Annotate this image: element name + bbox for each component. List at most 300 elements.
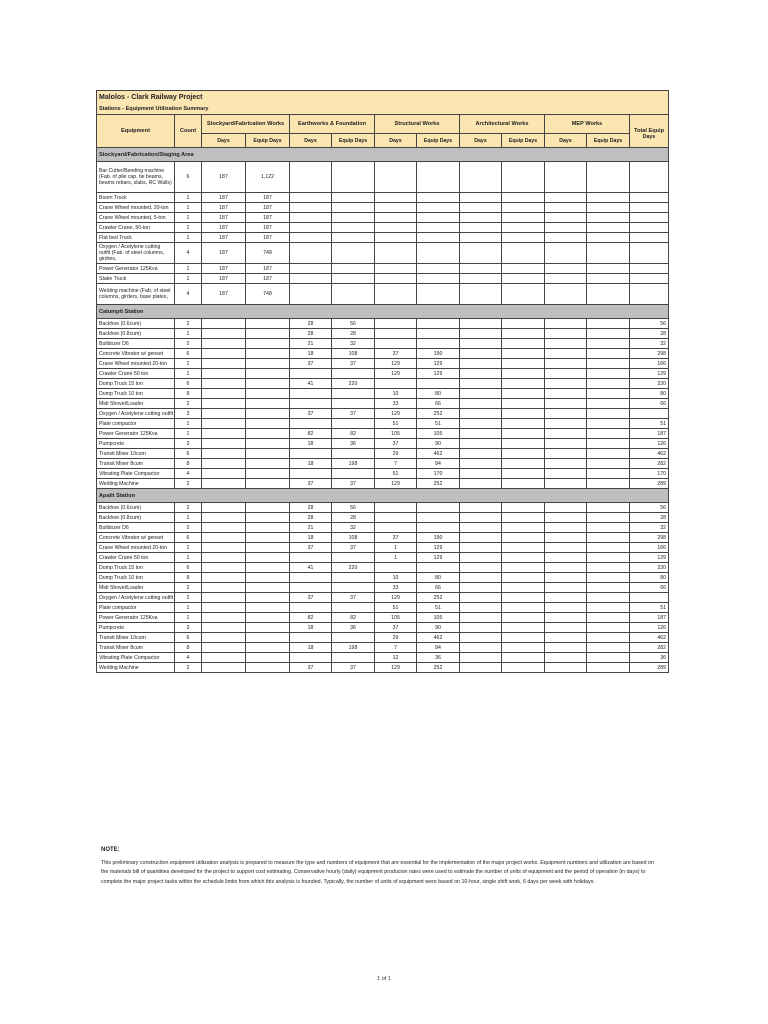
table-row xyxy=(97,399,669,409)
equip-days-cell xyxy=(587,613,630,623)
total-cell: 56 xyxy=(630,319,669,329)
days-cell xyxy=(202,583,246,593)
count-cell: 3 xyxy=(175,439,202,449)
days-cell xyxy=(545,284,587,305)
table-row xyxy=(97,359,669,369)
days-cell xyxy=(460,573,502,583)
days-cell xyxy=(545,449,587,459)
equip-days-cell xyxy=(587,583,630,593)
equip-days-cell xyxy=(502,479,545,489)
days-cell xyxy=(545,389,587,399)
days-cell: 187 xyxy=(202,264,246,274)
count-cell: 2 xyxy=(175,593,202,603)
table-row xyxy=(97,479,669,489)
days-cell: 37 xyxy=(375,533,417,543)
days-cell xyxy=(202,633,246,643)
days-cell xyxy=(375,223,417,233)
days-cell xyxy=(545,503,587,513)
equip-days-cell xyxy=(417,563,460,573)
days-cell xyxy=(375,162,417,193)
equip-days-cell xyxy=(587,623,630,633)
total-cell xyxy=(630,223,669,233)
equipment-cell: Plate compactor xyxy=(97,419,175,429)
days-cell xyxy=(290,193,332,203)
equip-days-cell: 748 xyxy=(246,243,290,264)
days-cell xyxy=(290,223,332,233)
equip-days-cell xyxy=(246,459,290,469)
table-row xyxy=(97,439,669,449)
days-cell xyxy=(202,643,246,653)
equip-days-cell: 82 xyxy=(332,429,375,439)
equip-days-cell: 198 xyxy=(332,643,375,653)
equip-days-cell: 84 xyxy=(417,459,460,469)
days-cell xyxy=(202,663,246,673)
table-row xyxy=(97,503,669,513)
days-cell: 129 xyxy=(375,593,417,603)
equip-days-cell xyxy=(502,663,545,673)
days-cell: 10 xyxy=(375,389,417,399)
days-cell: 28 xyxy=(290,319,332,329)
table-row xyxy=(97,233,669,243)
count-cell: 1 xyxy=(175,213,202,223)
days-cell xyxy=(202,553,246,563)
count-cell: 2 xyxy=(175,399,202,409)
section-title: Calumpit Station xyxy=(97,305,669,319)
equipment-cell: Crane Wheel mounted 20-ton xyxy=(97,359,175,369)
days-cell xyxy=(460,359,502,369)
equip-days-cell xyxy=(417,203,460,213)
equip-days-header: Equip Days xyxy=(246,134,290,148)
equip-days-cell xyxy=(502,409,545,419)
days-cell xyxy=(375,284,417,305)
equip-days-cell: 37 xyxy=(332,593,375,603)
equip-days-cell: 1,122 xyxy=(246,162,290,193)
days-cell xyxy=(460,563,502,573)
equip-days-cell xyxy=(502,543,545,553)
days-cell: 51 xyxy=(375,419,417,429)
equip-days-cell: 37 xyxy=(332,409,375,419)
total-cell: 126 xyxy=(630,623,669,633)
equip-days-cell xyxy=(502,429,545,439)
days-cell xyxy=(375,213,417,223)
days-cell: 187 xyxy=(202,213,246,223)
count-cell: 8 xyxy=(175,389,202,399)
equip-days-cell xyxy=(587,543,630,553)
days-cell xyxy=(460,533,502,543)
equip-days-cell xyxy=(502,573,545,583)
total-cell xyxy=(630,274,669,284)
equip-days-cell: 198 xyxy=(332,459,375,469)
days-cell xyxy=(460,553,502,563)
count-cell: 1 xyxy=(175,613,202,623)
equip-days-cell xyxy=(502,203,545,213)
equip-days-cell xyxy=(502,523,545,533)
equip-days-cell: 129 xyxy=(417,553,460,563)
equip-days-cell xyxy=(246,623,290,633)
days-cell xyxy=(202,513,246,523)
equip-days-cell xyxy=(246,523,290,533)
days-cell xyxy=(460,623,502,633)
total-cell xyxy=(630,284,669,305)
days-cell xyxy=(202,359,246,369)
days-cell xyxy=(545,643,587,653)
days-cell xyxy=(202,523,246,533)
days-cell xyxy=(375,193,417,203)
equip-days-cell xyxy=(246,503,290,513)
equip-days-cell xyxy=(587,162,630,193)
days-cell xyxy=(202,429,246,439)
equip-days-cell xyxy=(417,162,460,193)
count-cell: 1 xyxy=(175,233,202,243)
equip-days-cell xyxy=(502,613,545,623)
equip-days-cell xyxy=(332,553,375,563)
equip-days-cell xyxy=(417,193,460,203)
days-cell xyxy=(460,319,502,329)
table-row xyxy=(97,553,669,563)
total-cell xyxy=(630,213,669,223)
equip-days-header: Equip Days xyxy=(587,134,630,148)
table-row xyxy=(97,513,669,523)
table-row xyxy=(97,329,669,339)
count-cell: 8 xyxy=(175,643,202,653)
days-cell: 37 xyxy=(290,409,332,419)
count-cell: 1 xyxy=(175,513,202,523)
days-cell xyxy=(375,503,417,513)
days-cell xyxy=(202,563,246,573)
days-cell xyxy=(202,459,246,469)
days-cell xyxy=(375,243,417,264)
days-cell: 1 xyxy=(375,543,417,553)
table-row xyxy=(97,603,669,613)
days-cell xyxy=(375,274,417,284)
equip-days-cell: 105 xyxy=(417,613,460,623)
days-cell xyxy=(545,349,587,359)
count-cell: 2 xyxy=(175,663,202,673)
days-cell xyxy=(202,503,246,513)
days-cell: 37 xyxy=(290,593,332,603)
equip-days-cell xyxy=(502,643,545,653)
equip-days-cell xyxy=(587,223,630,233)
equip-days-cell xyxy=(246,573,290,583)
days-cell: 18 xyxy=(290,439,332,449)
days-cell xyxy=(202,349,246,359)
equip-days-cell xyxy=(587,553,630,563)
equip-days-cell xyxy=(587,643,630,653)
total-cell: 462 xyxy=(630,449,669,459)
equip-days-cell xyxy=(246,409,290,419)
equipment-cell: Power Generator 125Kva xyxy=(97,429,175,439)
days-cell xyxy=(290,653,332,663)
equip-days-cell xyxy=(587,274,630,284)
count-cell: 1 xyxy=(175,359,202,369)
equip-days-cell xyxy=(502,583,545,593)
days-cell xyxy=(460,429,502,439)
equip-days-cell xyxy=(587,439,630,449)
equip-days-cell xyxy=(332,653,375,663)
equip-days-cell: 56 xyxy=(332,503,375,513)
days-cell xyxy=(545,603,587,613)
equip-days-cell xyxy=(417,513,460,523)
days-cell xyxy=(375,523,417,533)
equipment-cell: Vibrating Plate Compactor xyxy=(97,469,175,479)
equip-days-cell xyxy=(246,553,290,563)
equip-days-cell: 220 xyxy=(332,563,375,573)
days-cell: 28 xyxy=(290,503,332,513)
days-cell xyxy=(545,429,587,439)
days-cell xyxy=(545,329,587,339)
table-row xyxy=(97,643,669,653)
days-cell xyxy=(545,513,587,523)
days-cell xyxy=(290,264,332,274)
equip-days-cell xyxy=(246,563,290,573)
equip-days-cell xyxy=(417,503,460,513)
days-cell xyxy=(202,533,246,543)
equipment-cell: Backhoe (0.6cum) xyxy=(97,503,175,513)
days-cell xyxy=(290,399,332,409)
total-cell: 170 xyxy=(630,469,669,479)
days-cell xyxy=(460,193,502,203)
equip-days-cell xyxy=(246,543,290,553)
total-cell: 187 xyxy=(630,429,669,439)
count-cell: 2 xyxy=(175,319,202,329)
total-cell: 282 xyxy=(630,459,669,469)
days-cell xyxy=(460,264,502,274)
equipment-cell: Crane Wheel mounted 20-ton xyxy=(97,543,175,553)
days-cell: 33 xyxy=(375,399,417,409)
total-cell: 80 xyxy=(630,389,669,399)
days-cell xyxy=(545,369,587,379)
days-cell xyxy=(545,663,587,673)
count-cell: 1 xyxy=(175,429,202,439)
equip-days-cell xyxy=(587,349,630,359)
equip-days-cell xyxy=(502,503,545,513)
equipment-cell: Oxygen / Acetylene cutting outfit xyxy=(97,409,175,419)
equipment-cell: Dump Truck 15 ton xyxy=(97,379,175,389)
equip-days-cell xyxy=(502,329,545,339)
days-cell: 82 xyxy=(290,429,332,439)
days-cell xyxy=(460,243,502,264)
equip-days-cell xyxy=(502,633,545,643)
total-cell xyxy=(630,162,669,193)
days-cell: 28 xyxy=(290,513,332,523)
total-header: Total Equip xyxy=(630,115,669,134)
table-row xyxy=(97,419,669,429)
days-cell xyxy=(545,583,587,593)
days-cell: 129 xyxy=(375,663,417,673)
total-cell: 282 xyxy=(630,643,669,653)
total-cell: 80 xyxy=(630,573,669,583)
total-cell: 66 xyxy=(630,583,669,593)
table-row xyxy=(97,213,669,223)
days-cell: 37 xyxy=(290,543,332,553)
equip-days-cell xyxy=(502,359,545,369)
equip-days-cell xyxy=(417,339,460,349)
equip-days-cell xyxy=(246,329,290,339)
equip-days-cell xyxy=(587,653,630,663)
days-cell: 187 xyxy=(202,162,246,193)
equip-days-cell xyxy=(502,339,545,349)
table-row xyxy=(97,223,669,233)
days-cell xyxy=(202,469,246,479)
days-cell xyxy=(460,223,502,233)
equip-days-cell xyxy=(587,469,630,479)
page-number: 1 of 1 xyxy=(377,976,391,982)
days-cell xyxy=(290,573,332,583)
equip-days-cell xyxy=(502,223,545,233)
equip-days-cell xyxy=(502,379,545,389)
equipment-cell: Bar Cutter/Bending machine (Fab. of pile cap, tie beams, beams rebars, slabs, RC Walls) xyxy=(97,162,175,193)
note-line: the materials bill of quantities developed for the project to support cost estimating. Conservative hourly (daily) equipment producion rates were used to estimate the number of units of equipment and the period of operation (in days) to xyxy=(101,869,646,876)
equip-days-cell: 37 xyxy=(332,479,375,489)
group-header-mep: MEP Works xyxy=(545,115,630,134)
total-cell: 129 xyxy=(630,553,669,563)
days-cell xyxy=(375,513,417,523)
days-cell xyxy=(460,349,502,359)
days-cell: 12 xyxy=(375,653,417,663)
total-cell xyxy=(630,193,669,203)
days-cell xyxy=(460,459,502,469)
equipment-cell: Transit Mixer 8cum xyxy=(97,459,175,469)
sheet-title: Malolos - Clark Railway Project xyxy=(97,91,669,105)
note-block xyxy=(101,846,681,887)
table-row xyxy=(97,203,669,213)
equip-days-cell xyxy=(502,233,545,243)
equip-days-cell xyxy=(246,399,290,409)
count-header: Count xyxy=(175,115,202,148)
equip-days-cell xyxy=(246,369,290,379)
equip-days-cell xyxy=(246,513,290,523)
equip-days-cell xyxy=(502,593,545,603)
days-cell xyxy=(202,329,246,339)
days-cell xyxy=(460,439,502,449)
table-row xyxy=(97,339,669,349)
equip-days-cell: 187 xyxy=(246,203,290,213)
equip-days-cell xyxy=(332,203,375,213)
equip-days-cell xyxy=(417,274,460,284)
days-cell: 129 xyxy=(375,479,417,489)
equipment-cell: Midi Shovel/Loader xyxy=(97,399,175,409)
equip-days-cell xyxy=(587,663,630,673)
count-cell: 8 xyxy=(175,573,202,583)
days-cell: 21 xyxy=(290,523,332,533)
days-cell: 37 xyxy=(375,349,417,359)
days-cell xyxy=(202,389,246,399)
days-cell xyxy=(545,409,587,419)
count-cell: 1 xyxy=(175,543,202,553)
equipment-cell: Backhoe (0.8cum) xyxy=(97,329,175,339)
count-cell: 1 xyxy=(175,329,202,339)
equip-days-cell xyxy=(587,523,630,533)
table-row xyxy=(97,583,669,593)
equip-days-cell: 66 xyxy=(417,583,460,593)
days-cell xyxy=(460,203,502,213)
days-cell xyxy=(460,284,502,305)
equip-days-cell: 32 xyxy=(332,523,375,533)
equip-days-cell: 129 xyxy=(417,369,460,379)
equip-days-cell xyxy=(417,213,460,223)
equip-days-cell: 56 xyxy=(332,319,375,329)
days-cell xyxy=(460,479,502,489)
days-cell xyxy=(460,583,502,593)
days-cell xyxy=(202,409,246,419)
days-cell xyxy=(545,653,587,663)
count-cell: 6 xyxy=(175,533,202,543)
table-body xyxy=(97,148,669,673)
equip-days-cell xyxy=(587,319,630,329)
equip-days-cell xyxy=(502,193,545,203)
days-cell: 187 xyxy=(202,284,246,305)
days-cell xyxy=(460,274,502,284)
equipment-cell: Stake Truck xyxy=(97,274,175,284)
equipment-cell: Bulldozer D6 xyxy=(97,523,175,533)
equip-days-cell xyxy=(246,419,290,429)
equipment-cell: Dump Truck 10 ton xyxy=(97,573,175,583)
total-cell: 28 xyxy=(630,329,669,339)
equip-days-cell: 32 xyxy=(332,339,375,349)
equip-days-cell: 462 xyxy=(417,449,460,459)
total-cell xyxy=(630,203,669,213)
count-cell: 4 xyxy=(175,243,202,264)
days-cell xyxy=(290,469,332,479)
equip-days-cell xyxy=(417,329,460,339)
equip-days-cell xyxy=(587,213,630,223)
equip-days-cell xyxy=(332,193,375,203)
equip-days-cell xyxy=(246,479,290,489)
equip-days-cell xyxy=(246,593,290,603)
days-cell xyxy=(545,459,587,469)
days-cell xyxy=(545,593,587,603)
days-cell xyxy=(202,419,246,429)
equip-days-cell xyxy=(587,329,630,339)
equip-days-cell xyxy=(587,459,630,469)
days-cell: 37 xyxy=(290,663,332,673)
days-cell: 105 xyxy=(375,613,417,623)
days-cell xyxy=(545,623,587,633)
equip-days-cell xyxy=(332,603,375,613)
count-cell: 6 xyxy=(175,449,202,459)
equipment-cell: Concrete Vibrator w/ genset xyxy=(97,533,175,543)
days-cell: 18 xyxy=(290,533,332,543)
days-cell xyxy=(460,379,502,389)
equip-days-cell xyxy=(587,513,630,523)
equipment-cell: Welding Machine xyxy=(97,479,175,489)
total-cell: 462 xyxy=(630,633,669,643)
days-cell: 18 xyxy=(290,643,332,653)
equip-days-cell xyxy=(502,243,545,264)
days-cell: 187 xyxy=(202,243,246,264)
days-cell xyxy=(202,439,246,449)
equip-days-cell: 170 xyxy=(417,469,460,479)
count-cell: 3 xyxy=(175,409,202,419)
days-cell: 129 xyxy=(375,359,417,369)
equip-days-cell xyxy=(246,439,290,449)
equip-days-cell xyxy=(502,553,545,563)
equip-days-cell xyxy=(587,389,630,399)
equipment-cell: Boom Truck xyxy=(97,193,175,203)
equip-days-cell: 187 xyxy=(246,274,290,284)
equip-days-cell xyxy=(246,429,290,439)
days-cell xyxy=(290,274,332,284)
total-cell: 220 xyxy=(630,563,669,573)
table-row xyxy=(97,243,669,264)
total-cell: 28 xyxy=(630,513,669,523)
equip-days-cell xyxy=(587,359,630,369)
equipment-header: Equipment xyxy=(97,115,175,148)
days-cell: 51 xyxy=(375,603,417,613)
equip-days-cell xyxy=(332,213,375,223)
equip-days-cell: 462 xyxy=(417,633,460,643)
equip-days-cell: 748 xyxy=(246,284,290,305)
